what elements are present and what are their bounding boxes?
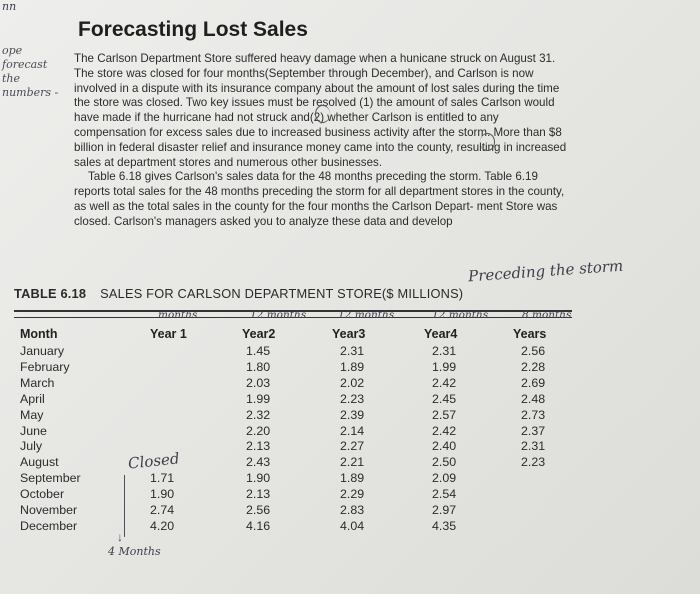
header-year1: Year 1 (150, 327, 187, 341)
month-cell: September (20, 471, 81, 486)
year3-cell: 2.39 (340, 407, 365, 422)
year5-cell: 2.37 (521, 423, 546, 438)
handwritten-four-months-note: 4 Months (108, 545, 161, 558)
header-year3: Year3 (332, 327, 366, 341)
header-month: Month (20, 327, 58, 341)
year4-cell: 2.45 (432, 391, 457, 406)
margin-note-2: forecast (2, 58, 48, 71)
header-year4: Year4 (424, 327, 458, 341)
year5-cell: 2.28 (521, 359, 546, 374)
year3-cell: 2.31 (340, 344, 365, 358)
year4-cell: 1.99 (432, 359, 457, 374)
year5-cell: 2.73 (521, 407, 546, 422)
year4-cell: 2.42 (432, 423, 457, 438)
year4-cell: 2.97 (432, 503, 457, 517)
year2-cell: 2.03 (246, 375, 271, 390)
year2-cell: 2.32 (246, 407, 271, 422)
problem-text (74, 52, 574, 230)
month-cell: December (20, 518, 78, 533)
year3-cell: 2.21 (340, 455, 365, 470)
year2-cell: 1.90 (246, 471, 271, 486)
year3-cell: 1.89 (340, 359, 365, 374)
year5-cell: 2.23 (521, 455, 546, 470)
down-arrow-icon: ↓ (117, 530, 123, 544)
year4-cell: 2.42 (432, 375, 457, 390)
year1-cell: 4.20 (150, 518, 175, 533)
year4-cell: 2.54 (432, 487, 457, 502)
table-title: SALES FOR CARLSON DEPARTMENT STORE($ MILLIONS) (100, 286, 464, 301)
col-note-year4: 12 months (432, 309, 489, 321)
year3-cell: 2.27 (340, 439, 365, 454)
year1-cell: 2.74 (150, 503, 175, 517)
pen-circle-mark-2 (480, 133, 495, 151)
year3-cell: 4.04 (340, 518, 365, 533)
month-cell: March (20, 375, 55, 390)
col-note-year2: 12 months (250, 309, 307, 321)
month-cell: October (20, 487, 65, 502)
table-caption (14, 286, 463, 301)
year4-cell: 2.57 (432, 407, 457, 422)
year3-cell: 2.23 (340, 391, 365, 406)
year3-cell: 2.14 (340, 423, 365, 438)
year2-cell: 1.80 (246, 359, 271, 374)
month-cell: August (20, 455, 59, 470)
year3-cell: 2.29 (340, 487, 365, 502)
year4-cell: 2.40 (432, 439, 457, 454)
page-title: Forecasting Lost Sales (78, 18, 308, 41)
pen-circle-mark (315, 105, 330, 123)
closed-bracket-line (124, 475, 125, 537)
header-year2: Year2 (242, 327, 276, 341)
handwritten-closed-note: Closed (127, 449, 181, 473)
col-note-year1: months (158, 309, 198, 321)
handwritten-preceding-note: Preceding the storm (467, 256, 624, 286)
month-cell: May (20, 407, 44, 422)
year5-cell: 2.69 (521, 375, 546, 390)
margin-note-3: the (2, 72, 21, 85)
top-scribble: nn (2, 0, 17, 13)
year3-cell: 1.89 (340, 471, 365, 486)
year5-cell: 2.48 (521, 391, 546, 406)
year4-cell: 2.09 (432, 471, 457, 486)
paragraph-2: Table 6.18 gives Carlson's sales data for the 48 months preceding the storm. Table 6.19 reports total sales for the 48 months preceding the storm for all department stores in the county, as well as the total sales in the county for the four months the Carlson Depart- ment Store was closed. Carlson's managers asked you to analyze these data and develop (74, 170, 565, 228)
year4-cell: 4.35 (432, 518, 457, 533)
table-number: TABLE 6.18 (14, 286, 87, 301)
margin-handwriting (2, 44, 58, 100)
margin-note-4: numbers - (2, 86, 59, 99)
year2-cell: 2.43 (246, 455, 271, 470)
year1-cell: 1.90 (150, 487, 175, 502)
year2-cell: 2.13 (246, 439, 271, 454)
year1-cell: 1.71 (150, 471, 175, 486)
month-cell: April (20, 391, 45, 406)
month-cell: February (20, 359, 70, 374)
paragraph-1: The Carlson Department Store suffered heavy damage when a hunicane struck on August 31. The store was closed for four months(September through December), and Carlson is now involved in a dispute with its insurance company about the amount of lost sales during the time the store was closed. Two key issues must be resolved (1) the amount of sales Carlson would have made if the hurricane had not struck and(2) whether Carlson is entitled to any compensation for excess sales due to increased business activity after the storm. More than $8 billion in federal disaster relief and insurance money came into the county, resulting in increased sales at department stores and numerous other businesses. (74, 52, 567, 169)
year5-cell: 2.31 (521, 439, 546, 454)
year2-cell: 2.56 (246, 503, 271, 517)
year2-cell: 1.99 (246, 391, 271, 406)
month-cell: January (20, 344, 65, 358)
col-note-year3: 12 months (338, 309, 395, 321)
year2-cell: 2.20 (246, 423, 271, 438)
year3-cell: 2.02 (340, 375, 365, 390)
margin-note-1: ope (2, 44, 23, 57)
year2-cell: 2.13 (246, 487, 271, 502)
year4-cell: 2.31 (432, 344, 457, 358)
month-cell: June (20, 423, 47, 438)
month-cell: November (20, 503, 78, 517)
year2-cell: 4.16 (246, 518, 271, 533)
month-cell: July (20, 439, 43, 454)
year2-cell: 1.45 (246, 344, 271, 358)
year4-cell: 2.50 (432, 455, 457, 470)
year3-cell: 2.83 (340, 503, 365, 517)
year5-cell: 2.56 (521, 344, 546, 358)
col-note-year5: 8 months (522, 309, 572, 321)
header-year5: Years (513, 327, 547, 341)
